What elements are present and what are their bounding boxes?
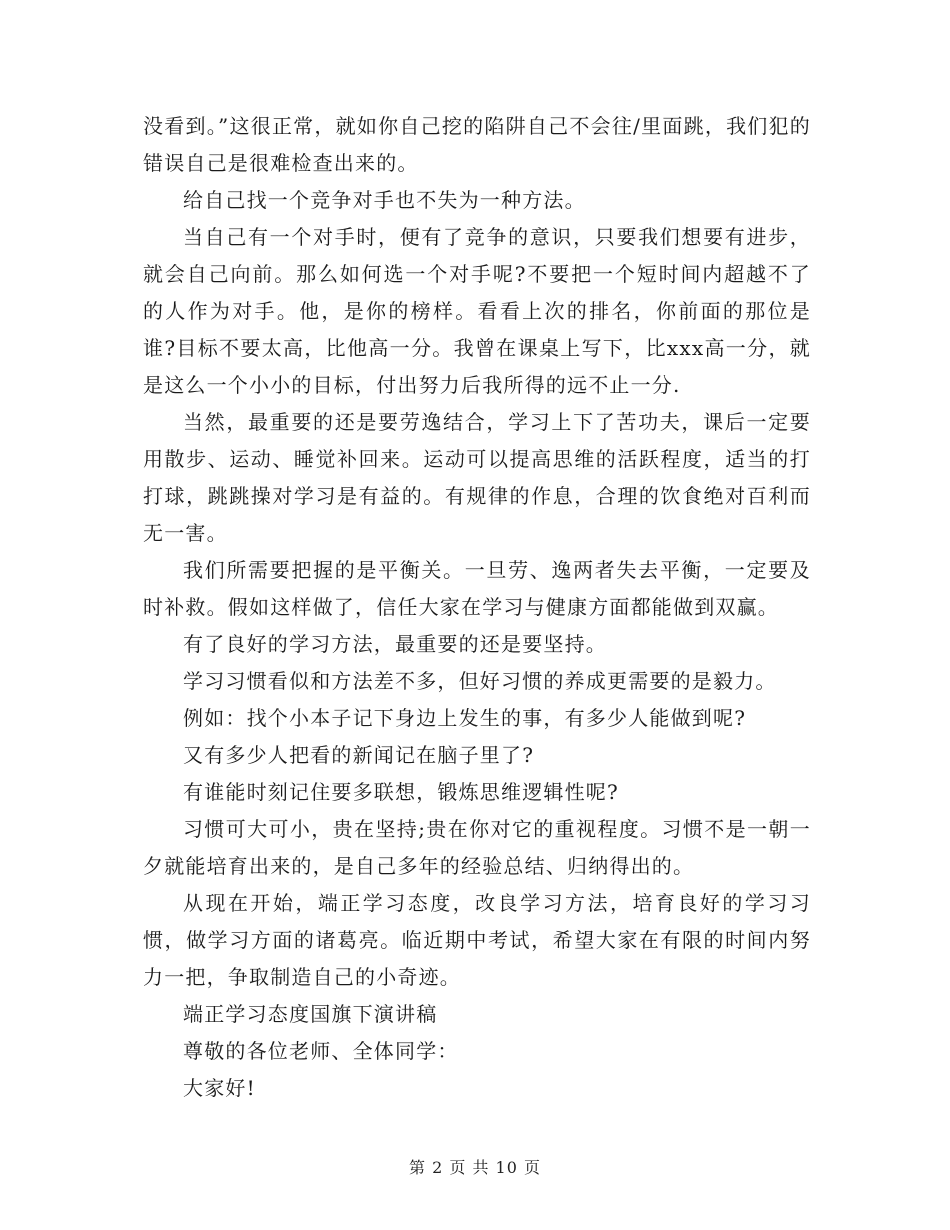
- speech-salutation: 尊敬的各位老师、全体同学：: [183, 1039, 459, 1063]
- paragraph-continuation: 没看到。”这很正常，就如你自己挖的陷阱自己不会往/里面跳，我们犯的错误自己是很难检查出来的。: [143, 114, 811, 175]
- paragraph-choose-competitor: 当自己有一个对手时，便有了竞争的意识，只要我们想要有进步，就会自己向前。那么如何选一个对手呢?不要把一个短时间内超越不了的人作为对手。他，是你的榜样。看看上次的排名，你前面的那位是谁?目标不要太高，比他高一分。我曾在课桌上写下，比xxx高一分，就是这么一个小小的目标，付出努力后我所得的远不止一分.: [143, 225, 811, 397]
- paragraph-work-rest-balance: 当然，最重要的还是要劳逸结合，学习上下了苦功夫，课后一定要用散步、运动、睡觉补回来。运动可以提高思维的活跃程度，适当的打打球，跳跳操对学习是有益的。有规律的作息，合理的饮食绝对百利而无一害。: [143, 410, 811, 545]
- paragraph-persistence: 有了良好的学习方法，最重要的还是要坚持。: [183, 632, 607, 656]
- speech-title: 端正学习态度国旗下演讲稿: [183, 1002, 438, 1026]
- paragraph-example-notebook: 例如：找个小本子记下身边上发生的事，有多少人能做到呢?: [183, 706, 747, 730]
- paragraph-habit-importance: 习惯可大可小，贵在坚持;贵在你对它的重视程度。习惯不是一朝一夕就能培育出来的，是自己多年的经验总结、归纳得出的。: [143, 817, 811, 878]
- paragraph-example-news: 又有多少人把看的新闻记在脑子里了?: [183, 743, 535, 767]
- page-number-footer: 第 2 页 共 10 页: [409, 1158, 541, 1177]
- speech-greeting: 大家好!: [183, 1076, 256, 1100]
- paragraph-conclusion: 从现在开始，端正学习态度，改良学习方法，培育良好的学习习惯，做学习方面的诸葛亮。临近期中考试，希望大家在有限的时间内努力一把，争取制造自己的小奇迹。: [143, 891, 811, 989]
- paragraph-balance: 我们所需要把握的是平衡关。一旦劳、逸两者失去平衡，一定要及时补救。假如这样做了，信任大家在学习与健康方面都能做到双赢。: [143, 558, 811, 619]
- paragraph-habits: 学习习惯看似和方法差不多，但好习惯的养成更需要的是毅力。: [183, 669, 777, 693]
- document-body: [143, 108, 811, 1107]
- paragraph-example-thinking: 有谁能时刻记住要多联想，锻炼思维逻辑性呢?: [183, 780, 619, 804]
- paragraph-competitor-method: 给自己找一个竞争对手也不失为一种方法。: [183, 188, 586, 212]
